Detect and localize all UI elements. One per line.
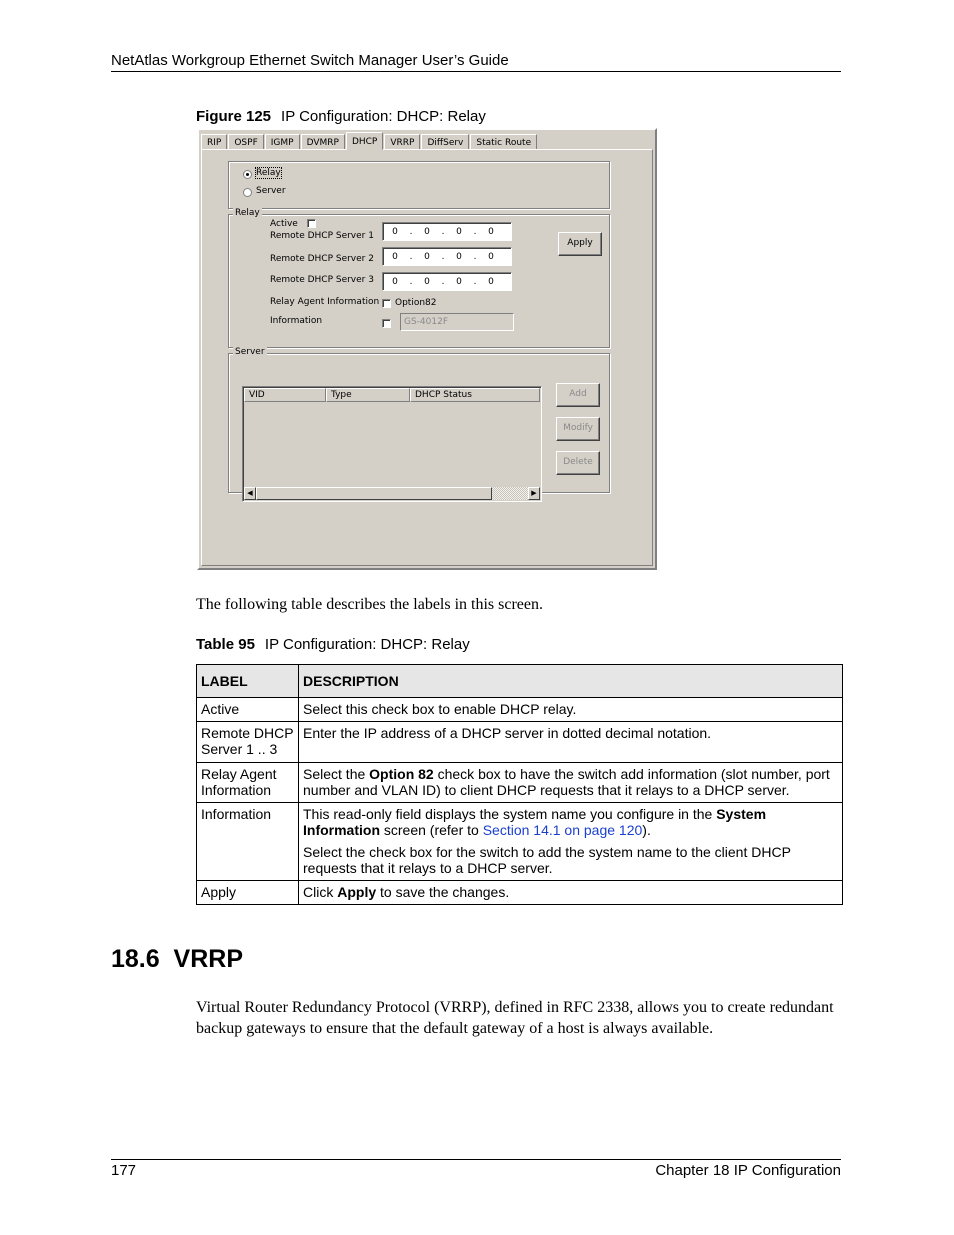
server-list[interactable] <box>242 386 542 502</box>
scroll-thumb[interactable] <box>256 487 492 500</box>
row-description <box>299 803 843 881</box>
ip-octet: 0 <box>488 276 494 287</box>
tab-static-route[interactable]: Static Route <box>470 134 537 150</box>
intro-paragraph: The following table describes the labels in this screen. <box>196 596 544 613</box>
row-description <box>299 881 843 905</box>
section-heading: 18.6 VRRP <box>111 945 244 973</box>
ip-octet: 0 <box>488 226 494 237</box>
column-header-type[interactable]: Type <box>326 388 410 402</box>
mode-group <box>228 161 610 209</box>
desc-bold: Option 82 <box>369 766 434 782</box>
information-label: Information <box>270 316 323 326</box>
figure-number: Figure 125 <box>196 108 272 125</box>
row-label: Relay Agent Information <box>197 763 299 803</box>
row-description: Select this check box to enable DHCP relay. <box>299 698 843 722</box>
active-label: Active <box>270 219 298 229</box>
scroll-right-icon[interactable]: ▶ <box>528 487 540 500</box>
tab-diffserv[interactable]: DiffServ <box>421 134 469 150</box>
desc-bold: Apply <box>337 884 377 900</box>
tab-igmp[interactable]: IGMP <box>265 134 300 150</box>
remote-server-2-ip-input[interactable]: 0 . 0 . 0 . 0 <box>382 247 512 266</box>
page-number: 177 <box>111 1162 137 1179</box>
desc-text: to save the changes. <box>376 884 510 900</box>
row-label: Information <box>197 803 299 881</box>
column-header-dhcp-status[interactable]: DHCP Status <box>410 388 540 402</box>
desc-text: Select the <box>303 766 370 782</box>
relay-agent-info-label: Relay Agent Information <box>270 297 380 307</box>
section-link[interactable]: Section 14.1 on page 120 <box>482 822 643 838</box>
remote-server-1-label: Remote DHCP Server 1 <box>270 231 374 241</box>
header-rule <box>111 71 841 72</box>
relay-radio[interactable] <box>243 170 252 179</box>
add-button[interactable]: Add <box>556 383 600 407</box>
relay-group-legend: Relay <box>235 208 260 218</box>
horizontal-scrollbar[interactable] <box>244 487 540 500</box>
tab-ospf[interactable]: OSPF <box>228 134 263 150</box>
desc-text: screen (refer to <box>380 822 483 838</box>
footer-rule <box>111 1159 841 1160</box>
table-row <box>197 698 843 722</box>
scroll-track[interactable] <box>256 487 528 500</box>
ip-octet: 0 <box>392 251 398 262</box>
running-header: NetAtlas Workgroup Ethernet Switch Manager User’s Guide <box>111 52 509 69</box>
information-readonly-field: GS-4012F <box>400 313 514 331</box>
server-radio[interactable] <box>243 188 252 197</box>
row-label: Apply <box>197 881 299 905</box>
ip-octet: 0 <box>392 226 398 237</box>
tab-rip[interactable]: RIP <box>201 134 227 150</box>
server-group-legend: Server <box>235 347 265 357</box>
dhcp-tab-panel <box>201 149 653 566</box>
desc-text: ). <box>642 822 651 838</box>
header-description: DESCRIPTION <box>299 665 843 698</box>
table-row <box>197 881 843 905</box>
relay-radio-label[interactable]: Relay <box>256 168 281 178</box>
table-header-row <box>197 665 843 698</box>
description-table <box>196 664 843 905</box>
table-row <box>197 803 843 881</box>
server-radio-label[interactable]: Server <box>256 186 286 196</box>
row-label: Active <box>197 698 299 722</box>
desc-text: check box to have the switch add information (slot number, port number and VLAN ID) to client DHCP requests that it relays to a DHCP server. <box>303 766 830 798</box>
remote-server-3-label: Remote DHCP Server 3 <box>270 275 374 285</box>
ip-octet: 0 <box>488 251 494 262</box>
figure-caption <box>196 108 486 125</box>
server-list-header <box>244 388 540 402</box>
ip-octet: 0 <box>456 276 462 287</box>
tab-dhcp[interactable]: DHCP <box>346 132 383 150</box>
desc-text: Select the check box for the switch to add the system name to the client DHCP requests that it relays to a DHCP server. <box>303 844 791 876</box>
table-number: Table 95 <box>196 636 255 653</box>
desc-bold: System Information <box>303 806 767 838</box>
information-checkbox[interactable] <box>382 319 391 328</box>
remote-server-3-ip-input[interactable]: 0 . 0 . 0 . 0 <box>382 272 512 291</box>
desc-text: Click <box>303 884 338 900</box>
header-label: LABEL <box>197 665 299 698</box>
chapter-title: Chapter 18 IP Configuration <box>655 1162 841 1179</box>
ip-octet: 0 <box>424 251 430 262</box>
table-title: IP Configuration: DHCP: Relay <box>264 636 470 653</box>
column-header-vid[interactable]: VID <box>244 388 326 402</box>
active-checkbox[interactable] <box>307 219 316 228</box>
table-row <box>197 722 843 763</box>
table-caption <box>196 636 470 653</box>
row-description: Enter the IP address of a DHCP server in dotted decimal notation. <box>299 722 843 763</box>
option82-checkbox[interactable] <box>382 299 391 308</box>
tab-strip <box>201 132 538 150</box>
section-body: Virtual Router Redundancy Protocol (VRRP), defined in RFC 2338, allows you to create redundant backup gateways to ensure that the default gateway of a host is always available. <box>196 999 834 1037</box>
tab-vrrp[interactable]: VRRP <box>384 134 420 150</box>
apply-button[interactable]: Apply <box>558 232 602 256</box>
tab-dvmrp[interactable]: DVMRP <box>301 134 345 150</box>
delete-button[interactable]: Delete <box>556 451 600 475</box>
figure-title: IP Configuration: DHCP: Relay <box>281 108 486 125</box>
dhcp-config-window <box>197 128 657 570</box>
scroll-left-icon[interactable]: ◀ <box>244 487 256 500</box>
remote-server-2-label: Remote DHCP Server 2 <box>270 254 374 264</box>
table-row <box>197 763 843 803</box>
ip-octet: 0 <box>424 226 430 237</box>
ip-octet: 0 <box>456 226 462 237</box>
remote-server-1-ip-input[interactable]: 0 . 0 . 0 . 0 <box>382 222 512 241</box>
desc-text: This read-only field displays the system name you configure in the <box>303 806 717 822</box>
row-description <box>299 763 843 803</box>
ip-octet: 0 <box>424 276 430 287</box>
row-label: Remote DHCP Server 1 .. 3 <box>197 722 299 763</box>
ip-octet: 0 <box>392 276 398 287</box>
modify-button[interactable]: Modify <box>556 417 600 441</box>
ip-octet: 0 <box>456 251 462 262</box>
option82-label: Option82 <box>395 298 437 308</box>
